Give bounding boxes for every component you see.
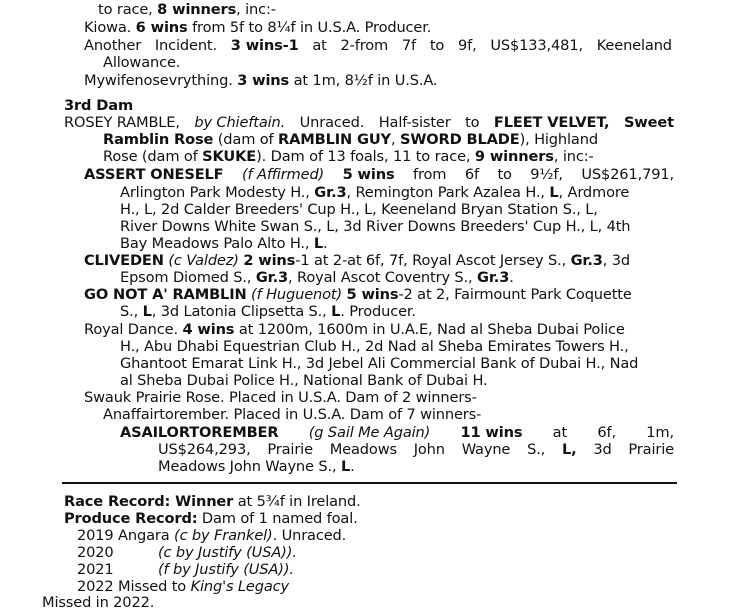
horse-name: Royal Dance.: [84, 321, 183, 338]
wins: 2 wins: [243, 252, 296, 269]
text: to race,: [98, 1, 158, 18]
horse-name: ASAILORTOREMBER: [120, 424, 279, 441]
horse-name: Angara: [118, 527, 170, 544]
year: 2021: [77, 561, 114, 578]
word: S.,: [527, 441, 546, 458]
text: H., Abu Dhabi Equestrian Club H., 2d Nad al Sheba Emirates Towers H.,: [120, 338, 629, 355]
asailortorember-line3: [158, 458, 355, 475]
royal-dance-line4: [120, 372, 488, 389]
word: John: [413, 441, 445, 458]
word: 7f: [401, 37, 417, 54]
assert-oneself-line2: [120, 184, 629, 201]
stakes-winner: Sweet: [623, 114, 674, 131]
year: 2019: [77, 527, 114, 544]
stakes-winner: SWORD BLADE: [399, 131, 520, 148]
second-dam-summary: [98, 1, 276, 18]
sire: (c by Justify (USA)).: [158, 544, 297, 561]
sire: (f Affirmed): [241, 166, 325, 183]
word: to: [497, 166, 512, 183]
third-dam-intro-line1: [64, 114, 674, 131]
text: . Producer.: [340, 303, 416, 320]
wins: 3 wins: [237, 72, 290, 89]
text: Bay Meadows Palo Alto H.,: [120, 235, 314, 252]
text: , 3d Latonia Clipsetta S.,: [151, 303, 332, 320]
produce-record: [64, 510, 358, 527]
sire: (g Sail Me Again): [308, 424, 431, 441]
produce-entry-kiowa: [84, 19, 431, 36]
word: US$264,293,: [158, 441, 251, 458]
word: Incident.: [154, 37, 217, 54]
label: Race Record:: [64, 493, 171, 510]
text: Arlington Park Modesty H.,: [120, 184, 315, 201]
asailortorember-line2: [158, 441, 674, 458]
result: Winner: [170, 493, 234, 510]
word: 6f,: [597, 424, 616, 441]
missed-2022: [42, 594, 154, 611]
produce-entry-assert-oneself: [84, 166, 674, 183]
horse-name: Mywifenosevrything.: [84, 72, 238, 89]
wins: 11 wins: [460, 424, 523, 441]
word: Meadows: [329, 441, 397, 458]
third-dam-heading: [64, 97, 133, 114]
dam-name: ROSEY RAMBLE,: [64, 114, 180, 131]
winners-count: 8 winners: [157, 1, 237, 18]
text: , Remington Park Azalea H.,: [346, 184, 550, 201]
royal-dance-line2: [120, 338, 629, 355]
sire: (f by Justify (USA)).: [158, 561, 294, 578]
text: .: [509, 269, 514, 286]
word: 9½f,: [530, 166, 563, 183]
word: Another: [84, 37, 142, 54]
text: Rose (dam of: [103, 148, 203, 165]
sire: by Chieftain.: [194, 114, 286, 131]
grade: L: [313, 235, 324, 252]
stakes-winner: FLEET VELVET,: [493, 114, 610, 131]
text: Dam of 1 named foal.: [197, 510, 358, 527]
text: , inc:-: [236, 1, 276, 18]
word: US$133,481,: [490, 37, 583, 54]
grade: L: [549, 184, 559, 201]
heading: 3rd Dam: [64, 97, 133, 114]
horse-name: Kiowa.: [84, 19, 136, 36]
grade: L: [340, 458, 351, 475]
text: River Downs White Swan S., L, 3d River Downs Breeders' Cup H., L, 4th: [120, 218, 631, 235]
text: Ghantoot Emarat Link H., 3d Jebel Ali Commercial Bank of Dubai H., Nad: [120, 355, 639, 372]
text: Missed to: [118, 578, 187, 595]
text: ). Dam of 13 foals, 11 to race,: [256, 148, 475, 165]
sire: (c by Frankel): [174, 527, 273, 544]
word: to: [465, 114, 480, 131]
sire: King's Legacy: [190, 578, 290, 595]
text: from 5f to 8¼f in U.S.A. Producer.: [187, 19, 432, 36]
word: at: [312, 37, 327, 54]
text: .: [323, 235, 328, 252]
assert-oneself-line5: [120, 235, 328, 252]
produce-entry-anaffairtorember: [103, 406, 481, 423]
third-dam-intro-line2: [103, 131, 674, 148]
text: (dam of: [213, 131, 279, 148]
text: H., L, 2d Calder Breeders' Cup H., L, Keeneland Bryan Station S., L,: [120, 201, 598, 218]
grade: Gr.3: [477, 269, 510, 286]
wins: 3 wins-1: [230, 37, 299, 54]
label: Produce Record:: [64, 510, 198, 527]
sire: (c Valdez): [168, 252, 239, 269]
text: Anaffairtorember. Placed in U.S.A. Dam of 7 winners-: [103, 406, 482, 423]
text: . Unraced.: [272, 527, 347, 544]
text: at 1200m, 1600m in U.A.E, Nad al Sheba Dubai Police: [234, 321, 625, 338]
word: Unraced.: [299, 114, 365, 131]
text: -1 at 2-at 6f, 7f, Royal Ascot Jersey S.,: [295, 252, 571, 269]
year: 2020: [77, 544, 114, 561]
produce-entry-another-incident: [84, 37, 672, 54]
assert-oneself-line4: [120, 218, 630, 235]
word: to: [429, 37, 445, 54]
horse-name: ASSERT ONESELF: [84, 166, 224, 183]
grade: L: [142, 303, 152, 320]
winners-count: 9 winners: [474, 148, 554, 165]
produce-entry-asailortorember: [120, 424, 674, 441]
text: -2 at 2, Fairmount Park Coquette: [398, 286, 632, 303]
year: 2022: [77, 578, 114, 595]
stakes-winner: Ramblin Rose: [103, 131, 214, 148]
text: , 3d: [602, 252, 631, 269]
assert-oneself-line3: [120, 201, 598, 218]
race-record: [64, 493, 361, 510]
wins: 5 wins: [346, 286, 399, 303]
grade: Gr.3: [314, 184, 347, 201]
stakes-winner: SKUKE: [202, 148, 257, 165]
word: Half-sister: [378, 114, 451, 131]
word: 2-from: [340, 37, 389, 54]
text: Swauk Prairie Rose. Placed in U.S.A. Dam of 2 winners-: [84, 389, 477, 406]
text: Missed in 2022.: [42, 594, 155, 611]
section-divider: [62, 482, 677, 484]
word: US$261,791,: [581, 166, 674, 183]
word: from: [412, 166, 447, 183]
word: Wayne: [461, 441, 511, 458]
foal-2020: [77, 544, 297, 561]
wins: 6 wins: [135, 19, 188, 36]
horse-name: CLIVEDEN: [84, 252, 164, 269]
text: .: [350, 458, 355, 475]
foal-2022: [77, 578, 289, 595]
produce-entry-royal-dance: [84, 321, 625, 338]
word: 6f: [464, 166, 479, 183]
text: Allowance.: [103, 54, 181, 71]
word: 9f,: [457, 37, 477, 54]
cliveden-line2: [120, 269, 514, 286]
grade: Gr.3: [570, 252, 603, 269]
produce-entry-cliveden: [84, 252, 630, 269]
text: , inc:-: [553, 148, 594, 165]
wins: 5 wins: [342, 166, 395, 183]
text: , Ardmore: [558, 184, 630, 201]
text: ), Highland: [519, 131, 598, 148]
wins: 4 wins: [182, 321, 235, 338]
word: at: [552, 424, 568, 441]
foal-2019: [77, 527, 346, 544]
text: ,: [390, 131, 400, 148]
third-dam-intro-line3: [103, 148, 594, 165]
text: , Royal Ascot Coventry S.,: [288, 269, 478, 286]
text: al Sheba Dubai Police H., National Bank of Dubai H.: [120, 372, 488, 389]
word: 1m,: [646, 424, 674, 441]
go-not-a-ramblin-line2: [120, 303, 416, 320]
produce-entry-go-not-a-ramblin: [84, 286, 632, 303]
produce-entry-swauk-prairie-rose: [84, 389, 477, 406]
sire: (f Huguenot): [251, 286, 343, 303]
text: Meadows John Wayne S.,: [158, 458, 341, 475]
word: Prairie: [628, 441, 674, 458]
text: at 5¾f in Ireland.: [233, 493, 361, 510]
produce-entry-mywifenosevrything: [84, 72, 437, 89]
grade: Gr.3: [255, 269, 289, 286]
word: Prairie: [267, 441, 313, 458]
text: Epsom Diomed S.,: [120, 269, 256, 286]
word: 3d: [593, 441, 612, 458]
stakes-winner: RAMBLIN GUY: [278, 131, 391, 148]
horse-name: GO NOT A' RAMBLIN: [84, 286, 247, 303]
grade: L,: [561, 441, 577, 458]
produce-entry-another-incident-cont: [103, 54, 180, 71]
grade: L: [331, 303, 341, 320]
text: S.,: [120, 303, 143, 320]
foal-2021: [77, 561, 294, 578]
text: at 1m, 8½f in U.S.A.: [289, 72, 438, 89]
word: Keeneland: [596, 37, 672, 54]
royal-dance-line3: [120, 355, 638, 372]
